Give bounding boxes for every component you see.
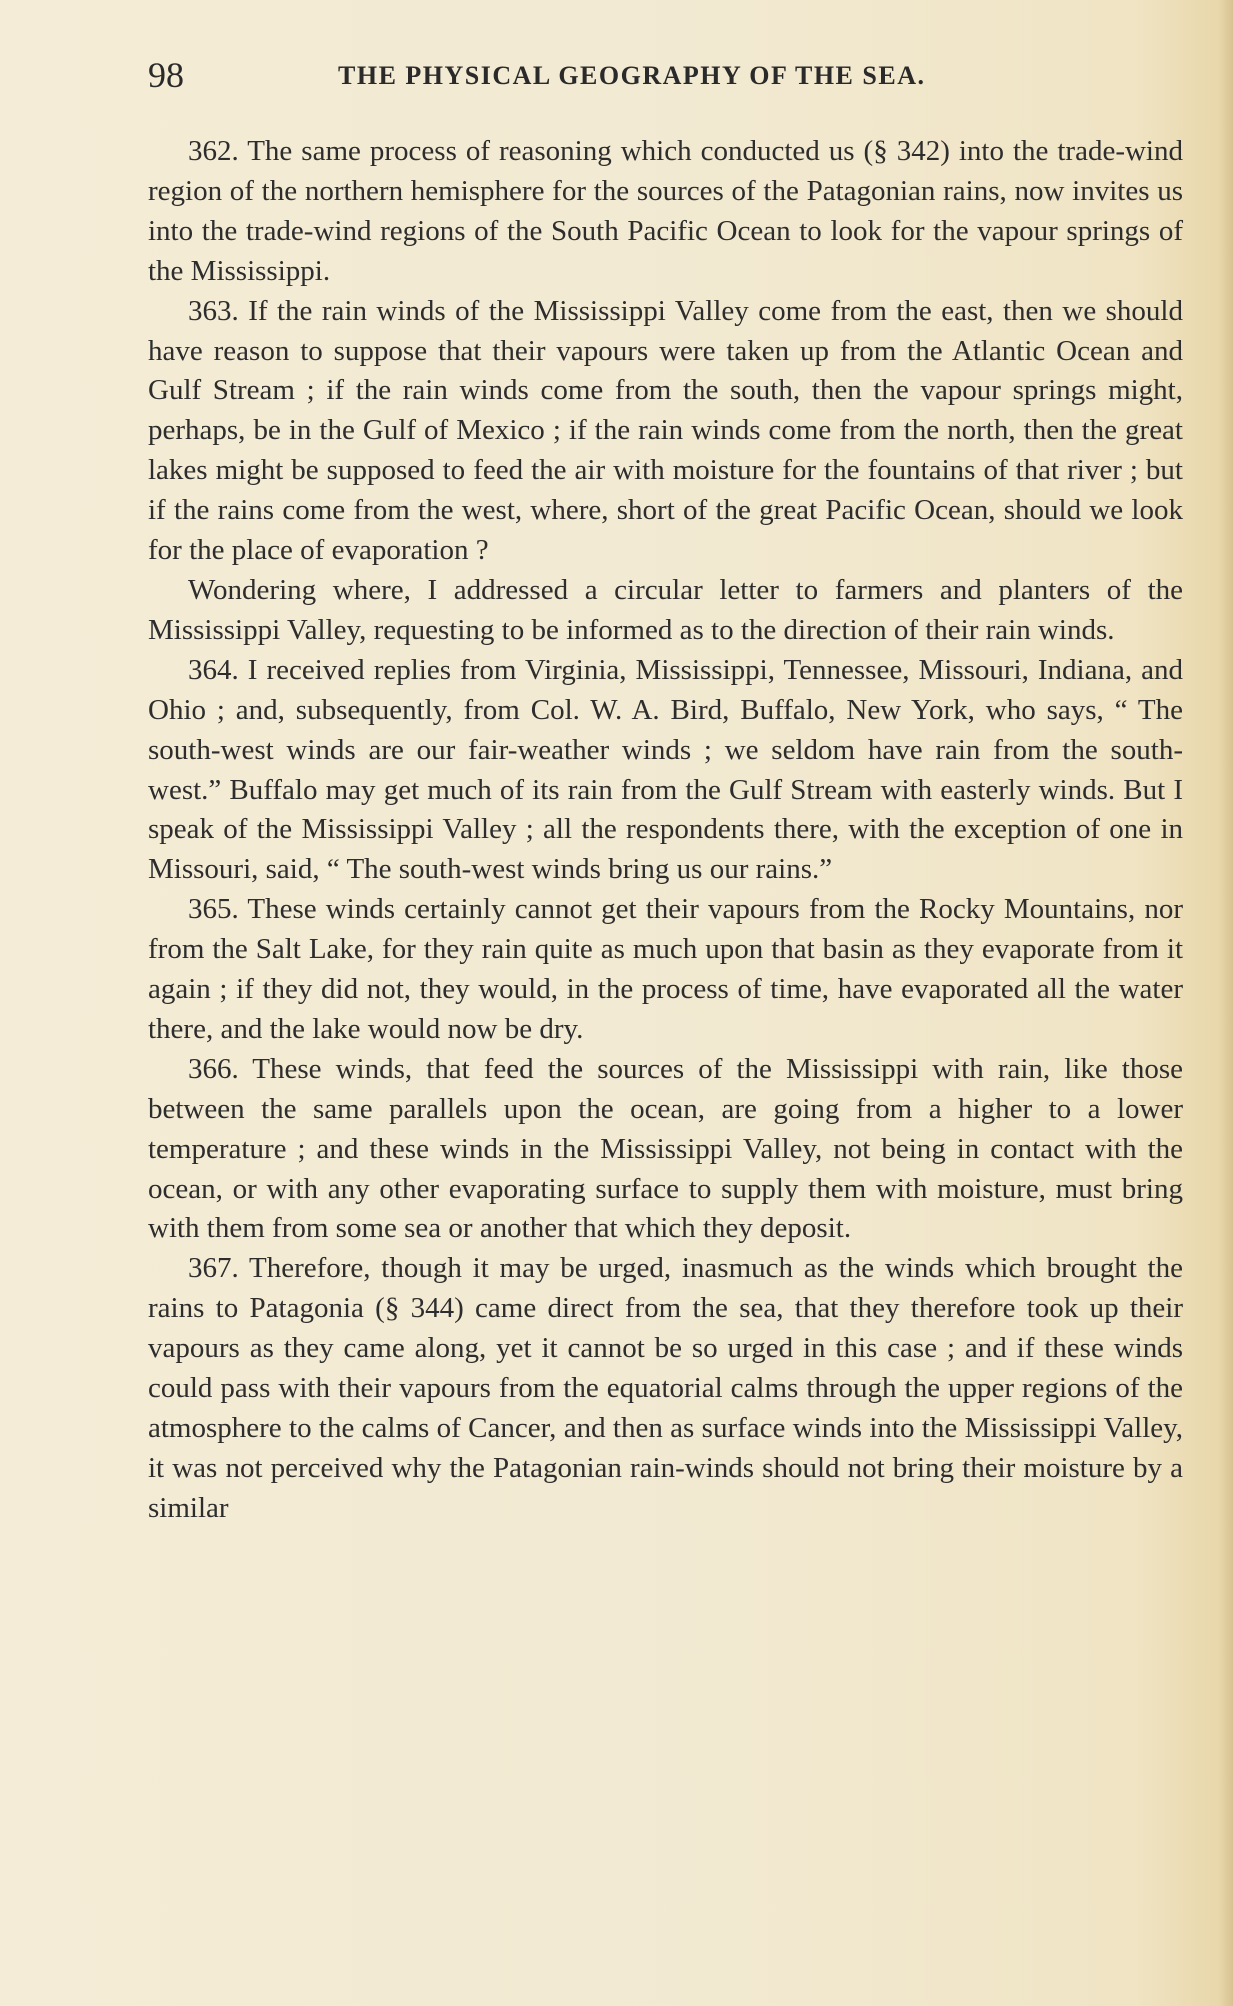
paragraph-362: 362. The same process of reasoning which conducted us (§ 342) into the trade-wind region of the northern hemisphere for the sources of the Patagonian rains, now invites us into the trade-wind regions of the South Pacific Ocean to look for the vapour springs of the Mississippi. [148,135,1183,287]
page-number: 98 [148,55,184,95]
paragraph-363: 363. If the rain winds of the Mississippi Valley come from the east, then we should have reason to suppose that their vapours were taken up from the Atlantic Ocean and Gulf Stream ; if the rain winds come from the south, then the vapour springs might, perhaps, be in the Gulf of Mexico ; if the rain winds come from the north, then the great lakes might be supposed to feed the air with moisture for the fountains of that river ; but if the rains come from the west, where, short of the great Pacific Ocean, should we look for the place of evaporation ? [148,294,1183,567]
paragraph-367: 367. Therefore, though it may be urged, inasmuch as the winds which brought the rains to Patagonia (§ 344) came direct from the sea, that they therefore took up their vapours as they came along, yet it cannot be so urged in this case ; and if these winds could pass with their vapours from the equatorial calms through the upper regions of the atmosphere to the calms of Cancer, and then as surface winds into the Mississippi Valley, it was not perceived why the Patagonian rain-winds should not bring their moisture by a similar [148,1252,1183,1524]
paragraph-365: 365. These winds certainly cannot get their vapours from the Rocky Mountains, nor from the Salt Lake, for they rain quite as much upon that basin as they evaporate from it again ; if they did not, they would, in the process of time, have evaporated all the water there, and the lake would now be dry. [148,893,1183,1045]
body-text [148,132,1183,1529]
paragraph-364: 364. I received replies from Virginia, Mississippi, Tennessee, Missouri, Indiana, and Ohio ; and, subsequently, from Col. W. A. Bird, Buffalo, New York, who says, “ The south-west winds are our fair-weather winds ; we seldom have rain from the south-west.” Buffalo may get much of its rain from the Gulf Stream with easterly winds. But I speak of the Mississippi Valley ; all the respondents there, with the exception of one in Missouri, said, “ The south-west winds bring us our rains.” [148,653,1183,886]
paragraph-366: 366. These winds, that feed the sources of the Mississippi with rain, like those between the same parallels upon the ocean, are going from a higher to a lower temperature ; and these winds in the Mississippi Valley, not being in contact with the ocean, or with any other evaporating surface to supply them with moisture, must bring with them from some sea or another that which they deposit. [148,1052,1183,1245]
running-title: THE PHYSICAL GEOGRAPHY OF THE SEA. [338,61,926,90]
paragraph-wondering: Wondering where, I addressed a circular letter to farmers and planters of the Mississippi Valley, requesting to be informed as to the direction of their rain winds. [148,573,1183,646]
page-edge-shadow [1219,0,1233,2006]
running-head [148,52,1178,98]
